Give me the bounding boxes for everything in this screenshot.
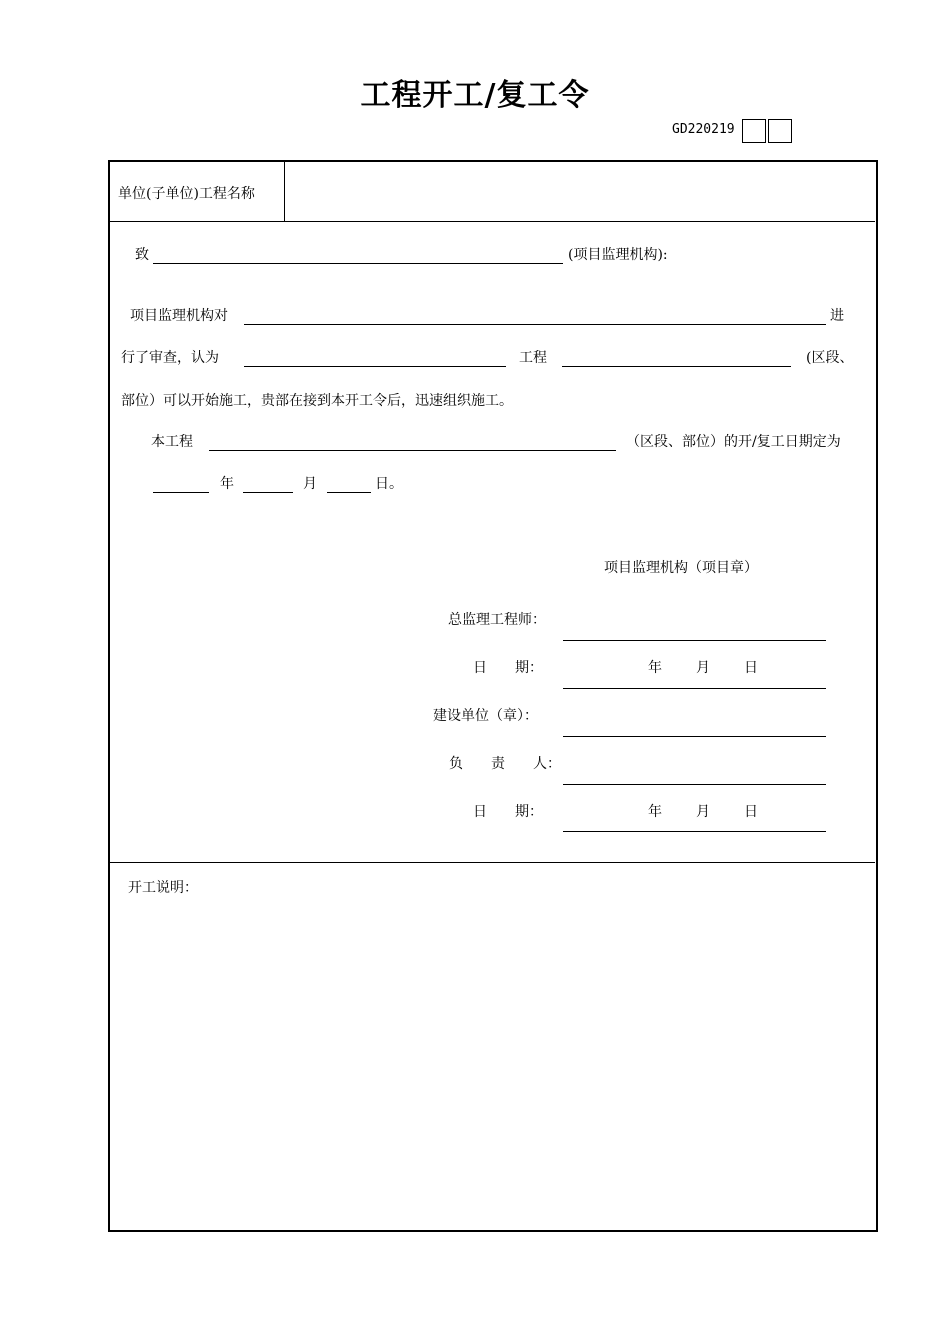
to-suffix: (项目监理机构): <box>568 247 668 263</box>
start-section-field[interactable] <box>209 450 616 451</box>
remarks-divider <box>110 862 875 863</box>
start-date-label: （区段、部位）的开/复工日期定为 <box>626 434 841 450</box>
supervisor-date-field[interactable] <box>563 688 826 689</box>
responsible-person-field[interactable] <box>563 784 826 785</box>
owner-date-month: 月 <box>696 804 710 820</box>
responsible-person-label: 负 责 人： <box>449 756 561 772</box>
this-project-label: 本工程 <box>151 434 193 450</box>
section-field[interactable] <box>562 366 791 367</box>
project-word: 工程 <box>519 350 547 366</box>
page-title: 工程开工/复工令 <box>360 78 590 113</box>
code-box-2[interactable] <box>768 119 792 143</box>
to-org-field[interactable] <box>153 263 563 264</box>
review-prefix: 项目监理机构对 <box>130 308 228 324</box>
project-name-field[interactable] <box>292 183 867 203</box>
start-year-label: 年 <box>220 476 234 492</box>
supervisor-date-label: 日 期： <box>473 660 543 676</box>
start-month-label: 月 <box>303 476 317 492</box>
construction-unit-label: 建设单位（章）： <box>433 708 538 724</box>
remarks-field[interactable] <box>128 905 868 1220</box>
review-subject-field[interactable] <box>244 324 826 325</box>
start-year-field[interactable] <box>153 492 209 493</box>
header-divider <box>284 162 285 221</box>
section-label: (区段、 <box>806 350 854 366</box>
owner-date-label: 日 期： <box>473 804 543 820</box>
construction-unit-field[interactable] <box>563 736 826 737</box>
start-month-field[interactable] <box>243 492 293 493</box>
owner-date-day: 日 <box>744 804 758 820</box>
chief-supervisor-label: 总监理工程师： <box>448 612 546 628</box>
owner-date-field[interactable] <box>563 831 826 832</box>
owner-date-year: 年 <box>648 804 662 820</box>
review-suffix: 进 <box>830 308 844 324</box>
to-prefix: 致 <box>135 247 149 263</box>
supervisor-date-day: 日 <box>744 660 758 676</box>
supervisor-date-month: 月 <box>696 660 710 676</box>
code-box-1[interactable] <box>742 119 766 143</box>
project-name-label: 单位(子单位)工程名称 <box>118 186 255 202</box>
start-day-field[interactable] <box>327 492 371 493</box>
review-result-text: 行了审查，认为 <box>121 350 219 366</box>
supervision-org-seal: 项目监理机构（项目章） <box>604 560 758 576</box>
approved-project-field[interactable] <box>244 366 506 367</box>
start-day-label: 日。 <box>375 476 403 492</box>
chief-supervisor-signature-field[interactable] <box>563 640 826 641</box>
supervisor-date-year: 年 <box>648 660 662 676</box>
header-row-border <box>110 221 875 222</box>
start-instruction-text: 部位）可以开始施工，贵部在接到本开工令后，迅速组织施工。 <box>121 393 513 409</box>
remarks-label: 开工说明： <box>128 880 198 896</box>
form-code: GD220219 <box>672 122 735 137</box>
